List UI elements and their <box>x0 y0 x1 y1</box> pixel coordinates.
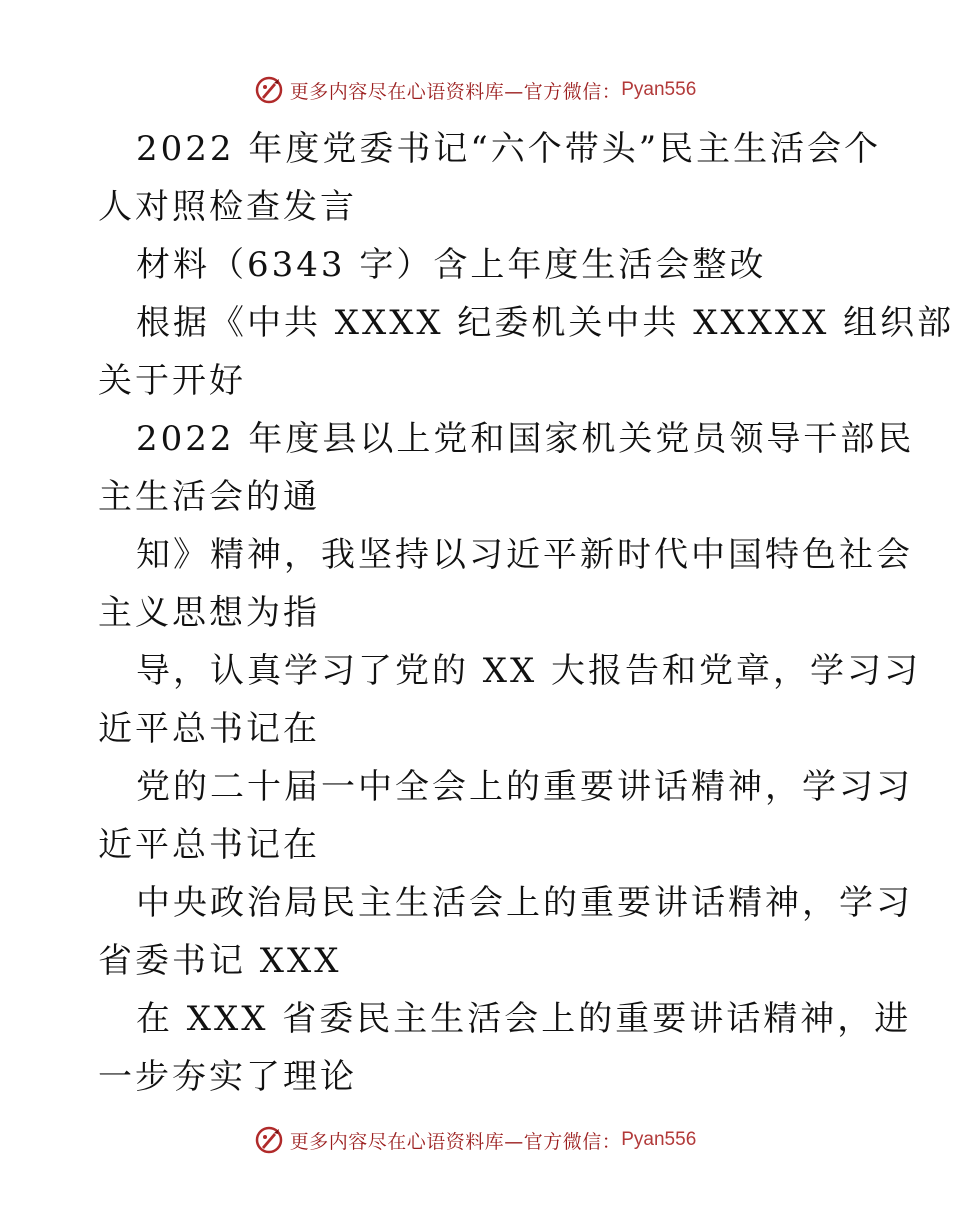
watermark-banner-top <box>0 70 950 110</box>
document-line: 近平总书记在 <box>98 825 320 865</box>
document-body <box>98 120 954 1106</box>
document-line: 知》精神，我坚持以习近平新时代中国特色社会 <box>136 535 913 575</box>
watermark-text: 更多内容尽在心语资料库—官方微信： <box>289 1130 622 1153</box>
document-line: 在 XXX 省委民主生活会上的重要讲话精神，进 <box>136 999 912 1039</box>
document-line: 一步夯实了理论 <box>98 1057 357 1097</box>
document-line: 材料（6343 字）含上年度生活会整改 <box>136 245 767 285</box>
document-line: 主生活会的通 <box>98 477 320 517</box>
document-line: 根据《中共 XXXX 纪委机关中共 XXXXX 组织部 <box>136 303 954 343</box>
document-line: 人对照检查发言 <box>98 187 357 227</box>
document-line: 导，认真学习了党的 XX 大报告和党章，学习习 <box>136 651 922 691</box>
watermark-text: 更多内容尽在心语资料库—官方微信： <box>289 80 622 103</box>
document-line: 2022 年度党委书记“六个带头”民主生活会个 <box>136 129 882 169</box>
quill-logo-icon <box>254 75 284 105</box>
watermark-wechat-id: Pyan556 <box>621 79 697 100</box>
watermark-wechat-id: Pyan556 <box>621 1129 697 1150</box>
document-line: 主义思想为指 <box>98 593 320 633</box>
document-line: 关于开好 <box>98 361 246 401</box>
quill-logo-icon <box>254 1125 284 1155</box>
document-line: 2022 年度县以上党和国家机关党员领导干部民 <box>136 419 915 459</box>
document-line: 中央政治局民主生活会上的重要讲话精神，学习 <box>136 883 913 923</box>
document-line: 党的二十届一中全会上的重要讲话精神，学习习 <box>136 767 913 807</box>
watermark-banner-bottom <box>0 1120 950 1160</box>
document-line: 近平总书记在 <box>98 709 320 749</box>
document-line: 省委书记 XXX <box>98 941 342 981</box>
